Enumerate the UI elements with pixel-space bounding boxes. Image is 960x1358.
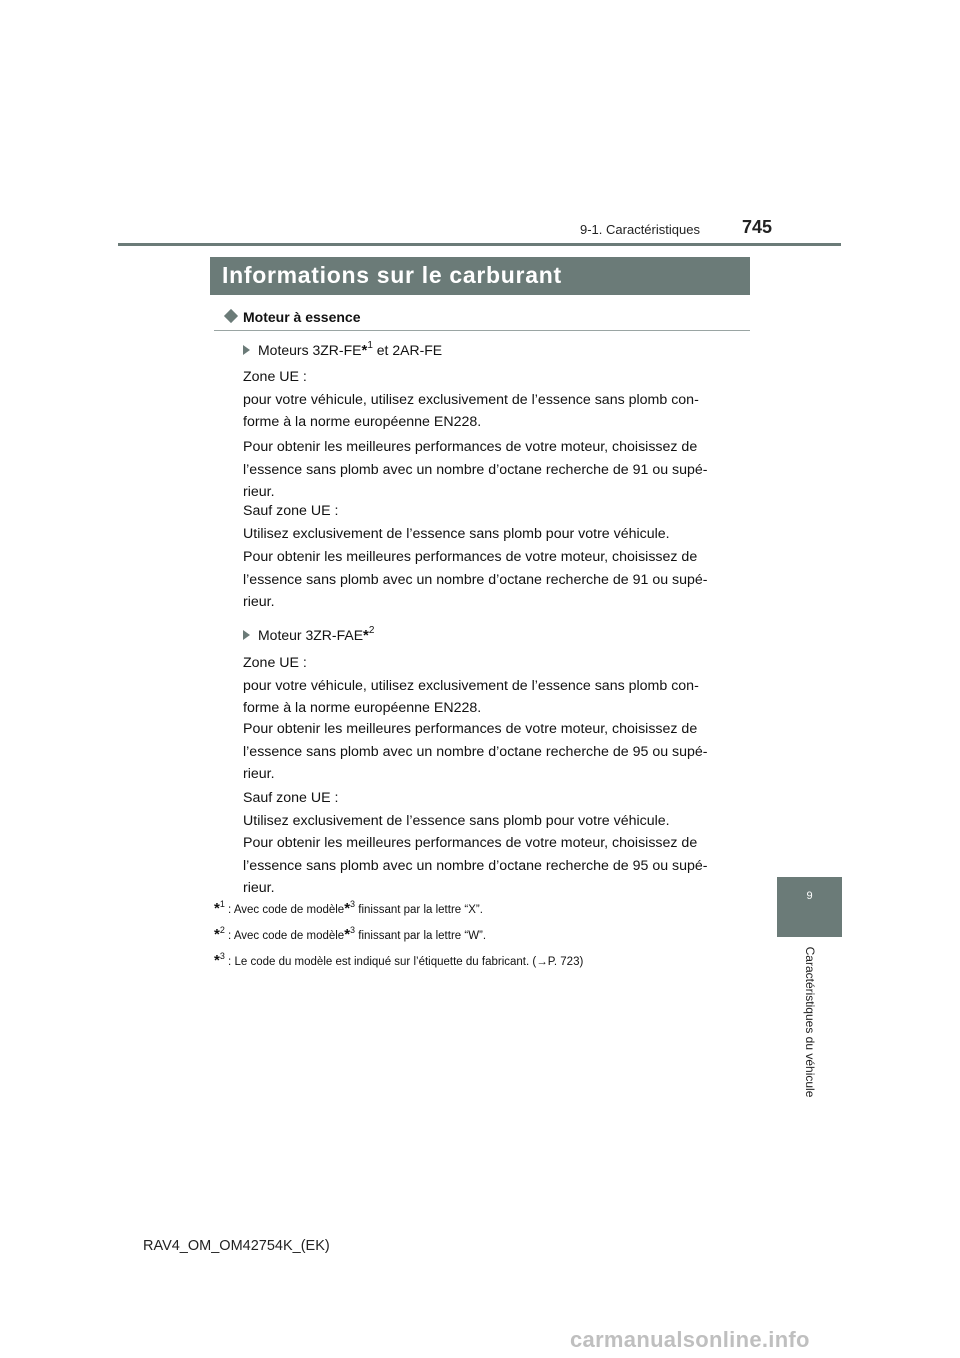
text-line: Pour obtenir les meilleures performances de votre moteur, choisissez de [243, 549, 698, 565]
footnote: *$^2$ : Avec code de modèle*$^3$ finissant par la lettre “W”. [214, 925, 487, 943]
text-line: rieur. [243, 484, 275, 500]
footnote-mark: 3 [219, 951, 225, 961]
asterisk-icon: * [363, 627, 369, 644]
engine-name-suffix: et 2AR-FE [372, 342, 443, 358]
page-number: 745 [742, 217, 773, 237]
text-line: pour votre véhicule, utilisez exclusivement de l’essence sans plomb con- [243, 391, 699, 408]
footnote-text: Le code du modèle est indiqué sur l’étiquette du fabricant. ( [234, 956, 537, 968]
diamond-icon [224, 309, 238, 323]
paragraph [243, 652, 743, 720]
triangle-right-icon [243, 345, 250, 355]
text-line: Zone UE : [243, 655, 307, 671]
paragraph [243, 436, 743, 504]
footnote-ref: 3 [350, 925, 356, 935]
text-line: l’essence sans plomb avec un nombre d’octane recherche de 95 ou supé- [243, 857, 708, 874]
header-divider [118, 243, 841, 246]
watermark: carmanualsonline.info [570, 1327, 810, 1352]
asterisk-icon: * [344, 900, 351, 917]
text-line: Pour obtenir les meilleures performances de votre moteur, choisissez de [243, 439, 698, 455]
footnote-ref: 3 [350, 899, 356, 909]
engine-name: Moteur 3ZR-FAE [258, 627, 364, 643]
chapter-tab-label: Caractéristiques du véhicule [803, 946, 817, 1098]
footnote-text: finissant par la lettre “W”. [355, 930, 487, 942]
footnote-ref: 2 [368, 625, 375, 636]
text-line: Utilisez exclusivement de l’essence sans plomb pour votre véhicule. [243, 525, 670, 542]
section-title: Informations sur le carburant [222, 262, 562, 288]
text-line: forme à la norme européenne EN228. [243, 414, 482, 430]
subsection-heading [222, 309, 361, 325]
subsection-heading-text: Moteur à essence [243, 309, 361, 325]
text-line: l’essence sans plomb avec un nombre d’octane recherche de 91 ou supé- [243, 571, 708, 588]
engine-bullet-1 [243, 342, 442, 359]
paragraph [243, 500, 743, 545]
footnote-text: finissant par la lettre “X”. [355, 904, 483, 916]
engine-bullet-2 [243, 627, 374, 644]
footnote-text: →P. 723) [536, 956, 584, 968]
text-line: l’essence sans plomb avec un nombre d’octane recherche de 95 ou supé- [243, 743, 708, 760]
paragraph [243, 832, 743, 900]
asterisk-icon: * [214, 900, 220, 917]
text-line: rieur. [243, 594, 275, 610]
text-line: Sauf zone UE : [243, 790, 339, 806]
footnote: *$^3$ : Le code du modèle est indiqué sur l’étiquette du fabricant. (→P. 723) [214, 951, 584, 969]
asterisk-icon: * [214, 926, 220, 943]
text-line: Pour obtenir les meilleures performances de votre moteur, choisissez de [243, 835, 698, 851]
chapter-title: 9-1. Caractéristiques [580, 222, 700, 237]
text-line: pour votre véhicule, utilisez exclusivement de l’essence sans plomb con- [243, 677, 699, 694]
triangle-right-icon [243, 630, 250, 640]
footnote: *$^1$ : Avec code de modèle*$^3$ finissant par la lettre “X”. [214, 899, 483, 917]
text-line: Pour obtenir les meilleures performances de votre moteur, choisissez de [243, 721, 698, 737]
paragraph [243, 787, 743, 832]
subsection-divider [214, 330, 750, 331]
text-line: Sauf zone UE : [243, 503, 339, 519]
text-line: rieur. [243, 880, 275, 896]
footnote-text: Avec code de modèle [233, 930, 345, 942]
text-line: forme à la norme européenne EN228. [243, 700, 482, 716]
footnote-text: Avec code de modèle [233, 904, 345, 916]
paragraph [243, 366, 743, 434]
paragraph [243, 718, 743, 786]
footnote-ref: 1 [367, 340, 373, 351]
asterisk-icon: * [344, 926, 351, 943]
text-line: l’essence sans plomb avec un nombre d’octane recherche de 91 ou supé- [243, 461, 708, 478]
document-code: RAV4_OM_OM42754K_(EK) [143, 1238, 330, 1254]
text-line: Zone UE : [243, 369, 307, 385]
asterisk-icon: * [361, 342, 368, 359]
footnote-mark: 1 [219, 899, 225, 909]
text-line: Utilisez exclusivement de l’essence sans plomb pour votre véhicule. [243, 812, 670, 829]
asterisk-icon: * [214, 952, 220, 969]
chapter-tab-number: 9 [806, 890, 813, 902]
engine-name: Moteurs 3ZR-FE [258, 342, 362, 358]
footnote-mark: 2 [219, 925, 225, 935]
paragraph [243, 546, 743, 614]
text-line: rieur. [243, 766, 275, 782]
